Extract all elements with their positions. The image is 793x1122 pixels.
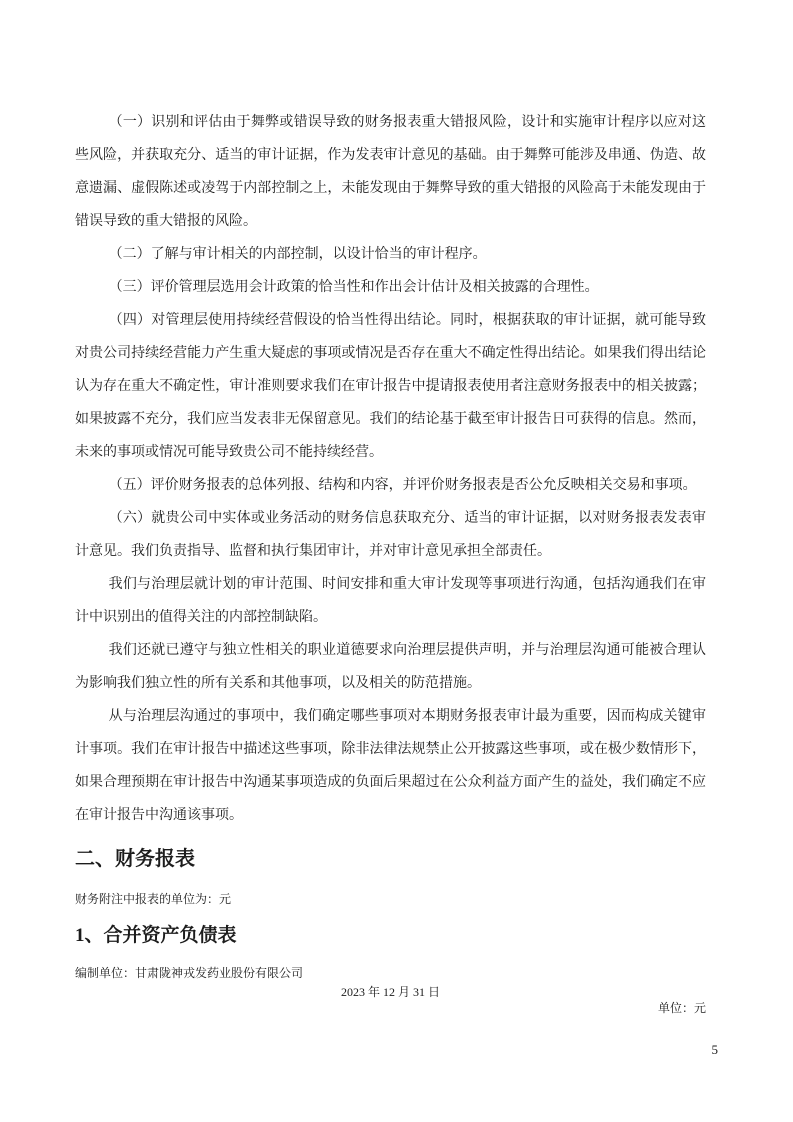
paragraph-item-2: （二）了解与审计相关的内部控制，以设计恰当的审计程序。 [108,247,487,262]
unit-note: 财务附注中报表的单位为：元 [75,892,232,906]
paragraph-item-5: （五）评价财务报表的总体列报、结构和内容，并评价财务报表是否公允反映相关交易和事项。 [108,478,697,493]
auditor-responsibility-paragraphs [75,0,706,832]
section-heading-financial-statements: 二、财务报表 [75,848,195,870]
paragraph-item-1: （一）识别和评估由于舞弊或错误导致的财务报表重大错报风险，设计和实施审计程序以应对这些风险，并获取充分、适当的审计证据，作为发表审计意见的基础。由于舞弊可能涉及串通、伪造、故意遗漏、虚假陈述或凌驾于内部控制之上，未能发现由于舞弊导致的重大错报的风险高于未能发现由于错误导致的重大错报的风险。 [75,115,706,229]
page-content [75,0,706,1016]
paragraph-item-7: 我们与治理层就计划的审计范围、时间安排和重大审计发现等事项进行沟通，包括沟通我们在审计中识别出的值得关注的内部控制缺陷。 [75,577,706,625]
page-number: 5 [711,1042,718,1057]
prepared-by-line: 编制单位：甘肃陇神戎发药业股份有限公司 [75,966,304,980]
paragraph-item-3: （三）评价管理层选用会计政策的恰当性和作出会计估计及相关披露的合理性。 [108,280,599,295]
paragraph-item-9: 从与治理层沟通过的事项中，我们确定哪些事项对本期财务报表审计最为重要，因而构成关键审计事项。我们在审计报告中描述这些事项，除非法律法规禁止公开披露这些事项，或在极少数情形下，如果合理预期在审计报告中沟通某事项造成的负面后果超过在公众利益方面产生的益处，我们确定不应在审计报告中沟通该事项。 [75,709,706,823]
paragraph-item-4: （四）对管理层使用持续经营假设的恰当性得出结论。同时，根据获取的审计证据，就可能导致对贵公司持续经营能力产生重大疑虑的事项或情况是否存在重大不确定性得出结论。如果我们得出结论认为存在重大不确定性，审计准则要求我们在审计报告中提请报表使用者注意财务报表中的相关披露；如果披露不充分，我们应当发表非无保留意见。我们的结论基于截至审计报告日可获得的信息。然而，未来的事项或情况可能导致贵公司不能持续经营。 [75,313,706,460]
statement-date-line: 2023 年 12 月 31 日 [340,985,440,999]
paragraph-item-6: （六）就贵公司中实体或业务活动的财务信息获取充分、适当的审计证据，以对财务报表发表审计意见。我们负责指导、监督和执行集团审计，并对审计意见承担全部责任。 [75,511,706,559]
subsection-heading-consolidated-balance-sheet: 1、合并资产负债表 [75,925,237,946]
unit-label: 单位：元 [657,1001,706,1015]
paragraph-item-8: 我们还就已遵守与独立性相关的职业道德要求向治理层提供声明，并与治理层沟通可能被合理认为影响我们独立性的所有关系和其他事项，以及相关的防范措施。 [75,643,706,691]
